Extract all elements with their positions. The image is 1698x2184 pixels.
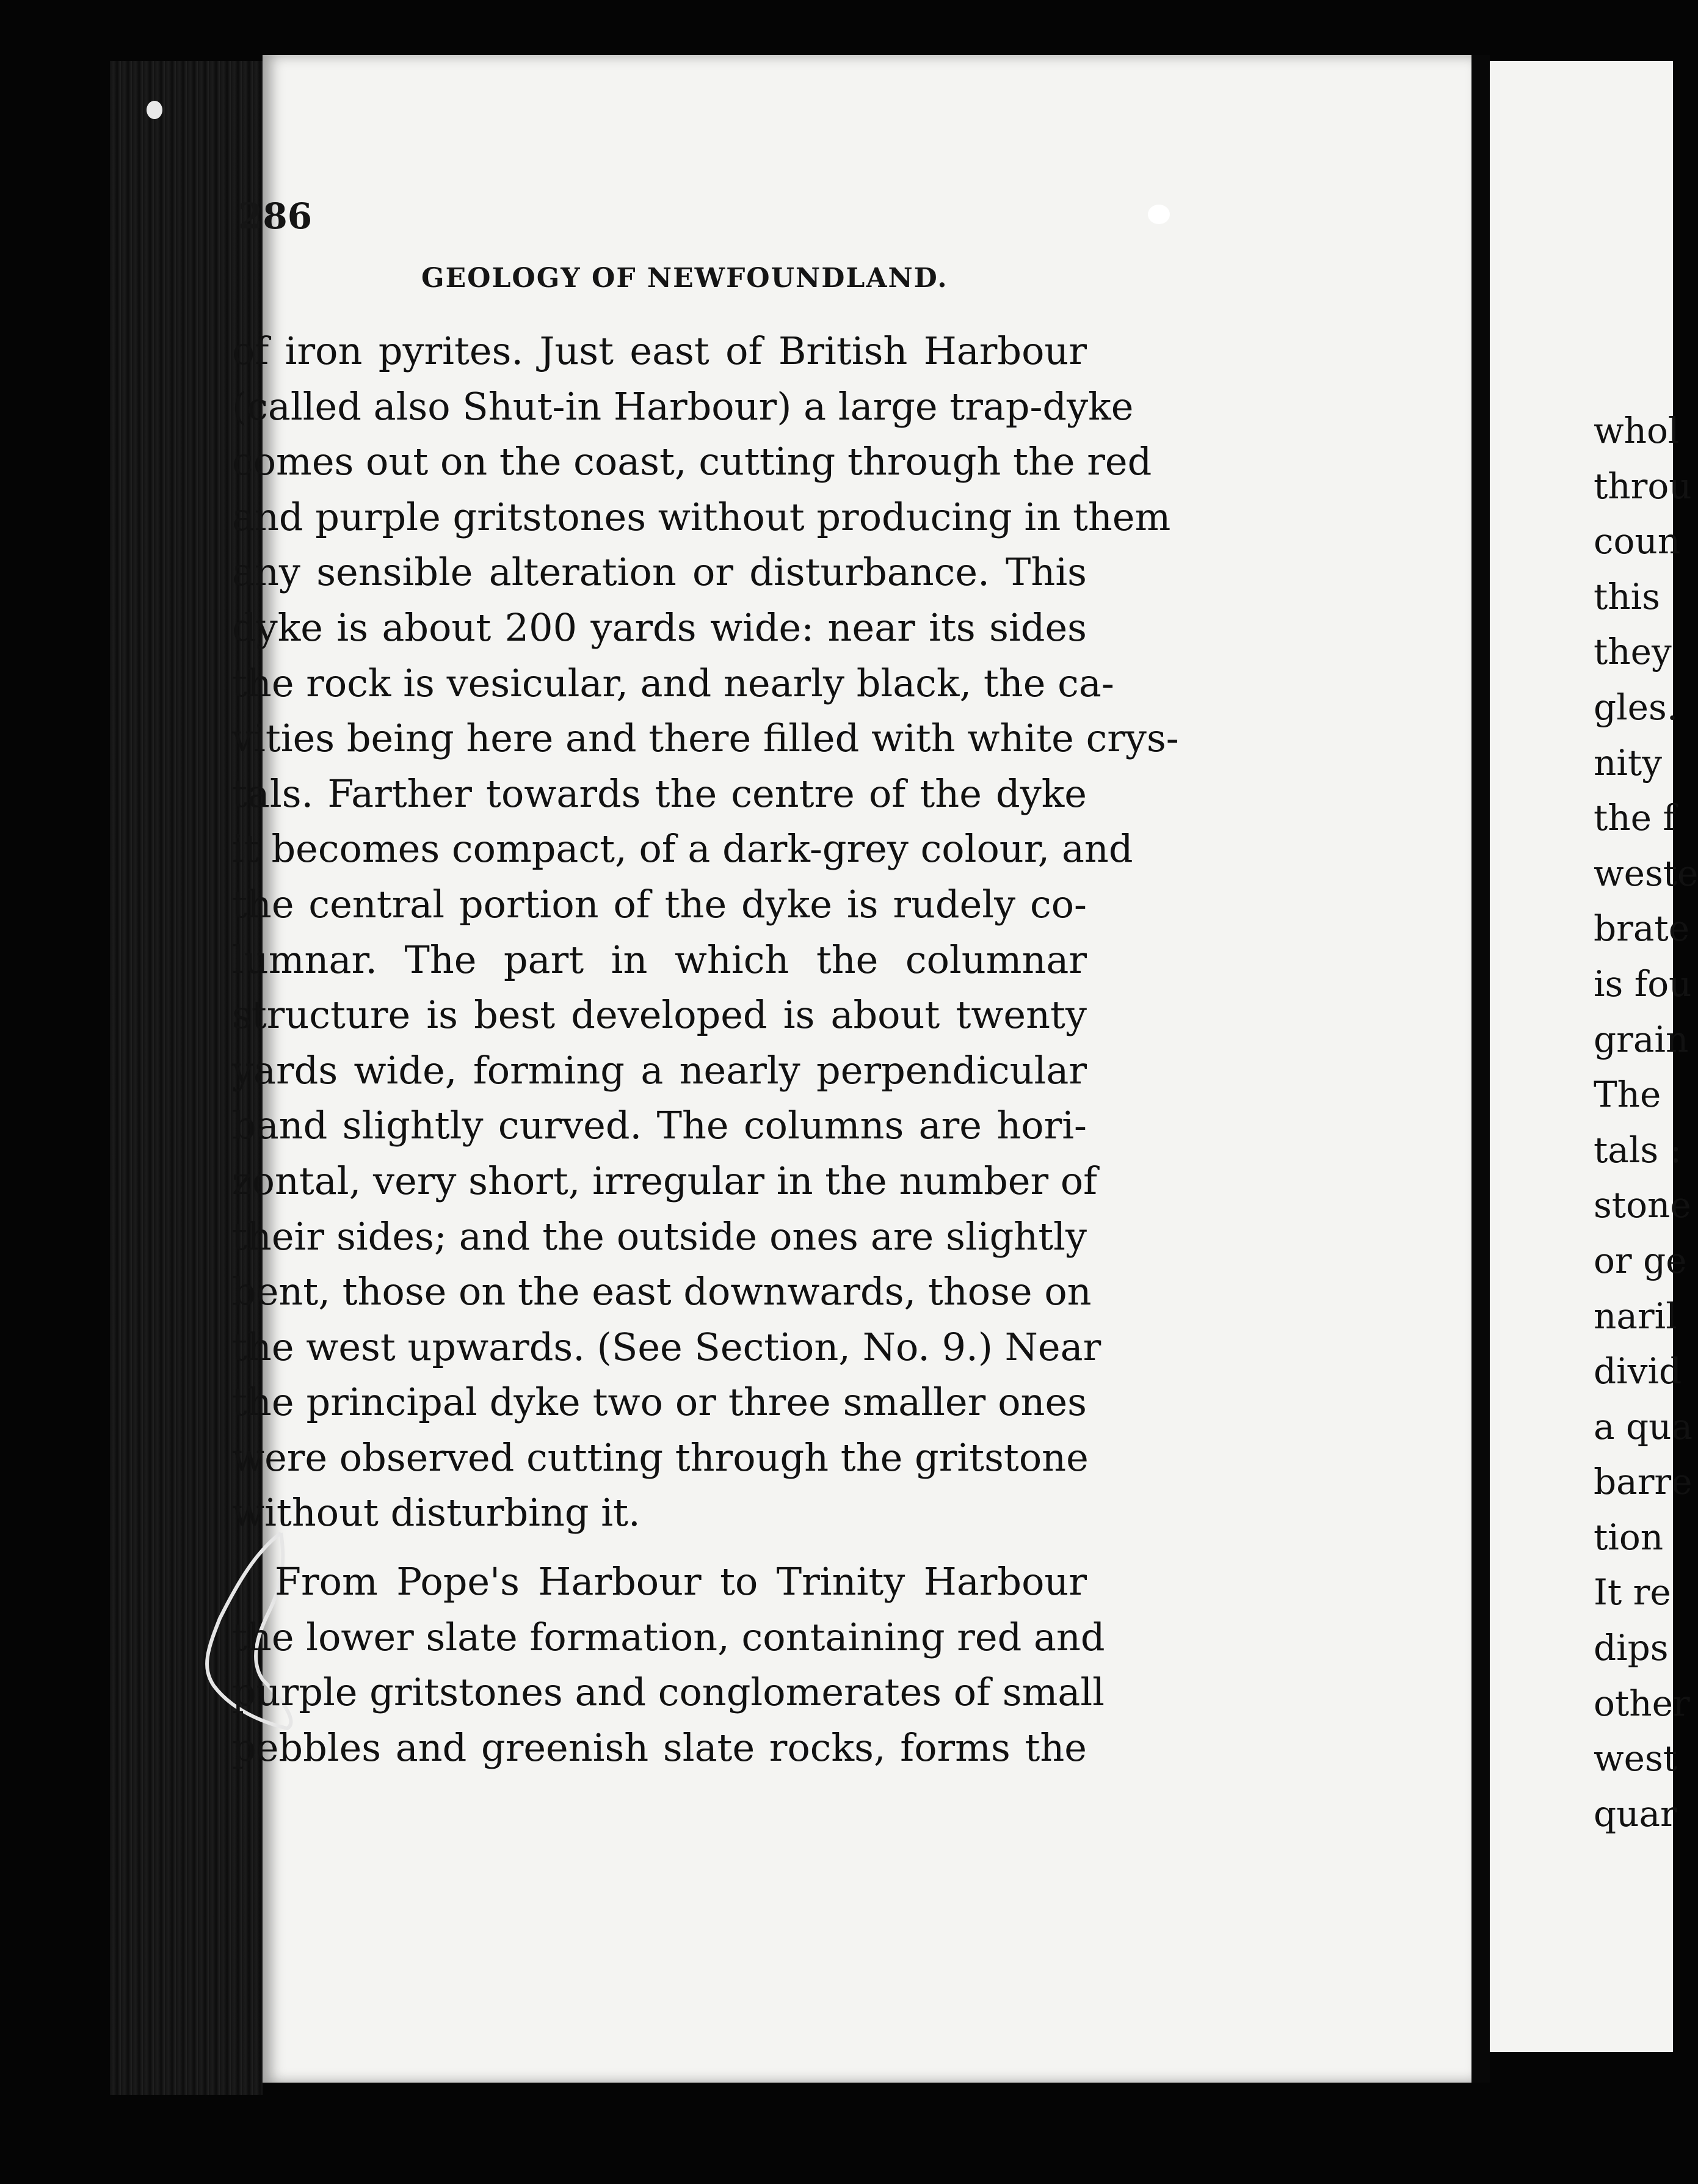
text-line: of iron pyrites. Just east of British Harbour	[232, 329, 1087, 373]
facing-page-line: or ge	[1594, 1239, 1687, 1281]
facing-page-line: weste	[1594, 852, 1698, 894]
facing-page-line: throu	[1594, 465, 1692, 507]
text-line: comes out on the coast, cutting through the red	[232, 439, 1152, 484]
facing-page-line: nity	[1594, 741, 1662, 784]
facing-page-line: It re	[1594, 1571, 1671, 1614]
body-text	[232, 324, 1179, 1775]
text-line: the principal dyke two or three smaller ones	[232, 1380, 1087, 1425]
text-line: tals. Farther towards the centre of the dyke	[232, 771, 1087, 816]
text-line: From Pope's Harbour to Trinity Harbour	[275, 1559, 1087, 1604]
page-gutter	[1471, 55, 1490, 2083]
text-line: pebbles and greenish slate rocks, forms the	[232, 1725, 1087, 1770]
facing-page-line: a qua	[1594, 1405, 1693, 1447]
text-line: the lower slate formation, containing red and	[232, 1614, 1105, 1659]
text-line: the west upwards. (See Section, No. 9.) Near	[232, 1324, 1101, 1369]
facing-page-line: divid	[1594, 1350, 1682, 1392]
paper-spot	[147, 101, 162, 119]
facing-page-line: brate	[1594, 908, 1690, 950]
text-line: purple gritstones and conglomerates of small	[232, 1670, 1105, 1715]
facing-page-line: they	[1594, 631, 1672, 673]
paper-spot	[1148, 205, 1170, 224]
facing-page-line: the f	[1594, 797, 1676, 839]
facing-page-line: other	[1594, 1682, 1690, 1724]
facing-page-line: The	[1594, 1074, 1661, 1116]
facing-page-line: grain	[1594, 1018, 1689, 1060]
text-line: yards wide, forming a nearly perpendicular	[232, 1047, 1087, 1093]
page-number: 286	[238, 195, 313, 237]
paragraph-break	[232, 1541, 1087, 1554]
text-line: their sides; and the outside ones are slightly	[232, 1214, 1087, 1259]
facing-page-line: dips	[1594, 1627, 1669, 1669]
text-line: the central portion of the dyke is rudely co-	[232, 881, 1087, 926]
text-line: any sensible alteration or disturbance. This	[232, 550, 1087, 595]
text-line: (called also Shut-in Harbour) a large trap-dyke	[232, 384, 1134, 429]
text-line: dyke is about 200 yards wide: near its sides	[232, 605, 1087, 650]
text-line: the rock is vesicular, and nearly black, the ca-	[232, 660, 1114, 705]
facing-page-line: stone	[1594, 1184, 1691, 1226]
text-line: zontal, very short, irregular in the number of	[232, 1158, 1098, 1203]
running-head: GEOLOGY OF NEWFOUNDLAND.	[421, 263, 948, 294]
text-line: bent, those on the east downwards, those on	[232, 1269, 1092, 1314]
facing-page-line: tals :	[1594, 1129, 1682, 1171]
facing-page-line: west	[1594, 1738, 1678, 1780]
facing-page-line: gles.	[1594, 686, 1678, 728]
text-line: it becomes compact, of a dark-grey colour, and	[232, 826, 1133, 872]
facing-page-line: naril	[1594, 1295, 1677, 1337]
facing-page-line: tion	[1594, 1516, 1664, 1558]
text-line: structure is best developed is about twenty	[232, 992, 1087, 1038]
text-line: without disturbing it.	[232, 1490, 640, 1535]
facing-page-line: barre	[1594, 1461, 1693, 1503]
facing-page-line: coun	[1594, 520, 1681, 562]
text-line: band slightly curved. The columns are hori-	[232, 1103, 1087, 1148]
facing-page-line: this	[1594, 575, 1660, 617]
facing-page-text	[1594, 403, 1698, 1841]
right-page	[1490, 61, 1698, 2052]
facing-page-line: whol	[1594, 410, 1680, 451]
facing-page-line: quar	[1594, 1793, 1677, 1835]
text-line: were observed cutting through the gritstone	[232, 1435, 1089, 1480]
text-line: lumnar. The part in which the columnar	[232, 937, 1087, 982]
text-line: and purple gritstones without producing in them	[232, 494, 1171, 539]
text-line: vities being here and there filled with white crys-	[232, 716, 1179, 761]
facing-page-line: is fou	[1594, 963, 1692, 1005]
